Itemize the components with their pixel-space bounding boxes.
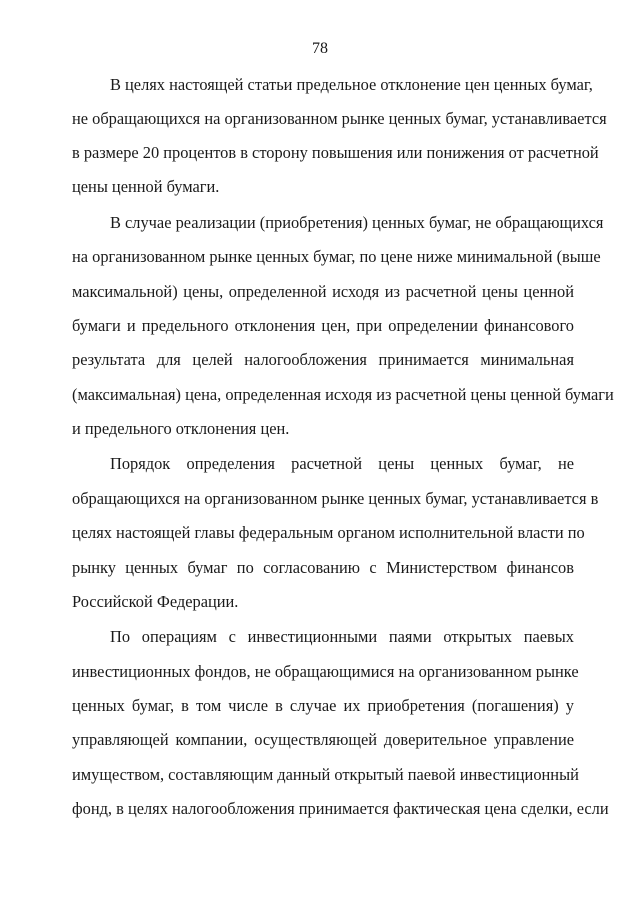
text-line: управляющей компании, осуществляющей доверительное управление bbox=[72, 730, 574, 749]
text-line: бумаги и предельного отклонения цен, при определении финансового bbox=[72, 316, 574, 335]
text-line: целях настоящей главы федеральным органом исполнительной власти по bbox=[72, 523, 585, 542]
text-line: Российской Федерации. bbox=[72, 592, 239, 611]
text-line: Порядок определения расчетной цены ценных бумаг, не bbox=[110, 454, 574, 473]
text-line: имуществом, составляющим данный открытый паевой инвестиционный bbox=[72, 765, 579, 784]
text-line: ценных бумаг, в том числе в случае их приобретения (погашения) у bbox=[72, 696, 574, 715]
text-line: максимальной) цены, определенной исходя из расчетной цены ценной bbox=[72, 282, 574, 301]
text-line: рынку ценных бумаг по согласованию с Министерством финансов bbox=[72, 558, 574, 577]
text-line: (максимальная) цена, определенная исходя из расчетной цены ценной бумаги bbox=[72, 385, 614, 404]
text-line: обращающихся на организованном рынке ценных бумаг, устанавливается в bbox=[72, 489, 599, 508]
text-line: не обращающихся на организованном рынке ценных бумаг, устанавливается bbox=[72, 109, 607, 128]
text-line: цены ценной бумаги. bbox=[72, 177, 220, 196]
text-line: В целях настоящей статьи предельное отклонение цен ценных бумаг, bbox=[110, 75, 593, 94]
text-line: фонд, в целях налогообложения принимается фактическая цена сделки, если bbox=[72, 799, 609, 818]
text-line: в размере 20 процентов в сторону повышения или понижения от расчетной bbox=[72, 143, 599, 162]
text-line: В случае реализации (приобретения) ценных бумаг, не обращающихся bbox=[110, 213, 604, 232]
page-number: 78 bbox=[312, 40, 328, 57]
text-line: результата для целей налогообложения принимается минимальная bbox=[72, 350, 574, 369]
text-line: на организованном рынке ценных бумаг, по цене ниже минимальной (выше bbox=[72, 247, 601, 266]
text-line: и предельного отклонения цен. bbox=[72, 419, 290, 438]
text-line: инвестиционных фондов, не обращающимися на организованном рынке bbox=[72, 662, 579, 681]
text-line: По операциям с инвестиционными паями открытых паевых bbox=[110, 627, 574, 646]
